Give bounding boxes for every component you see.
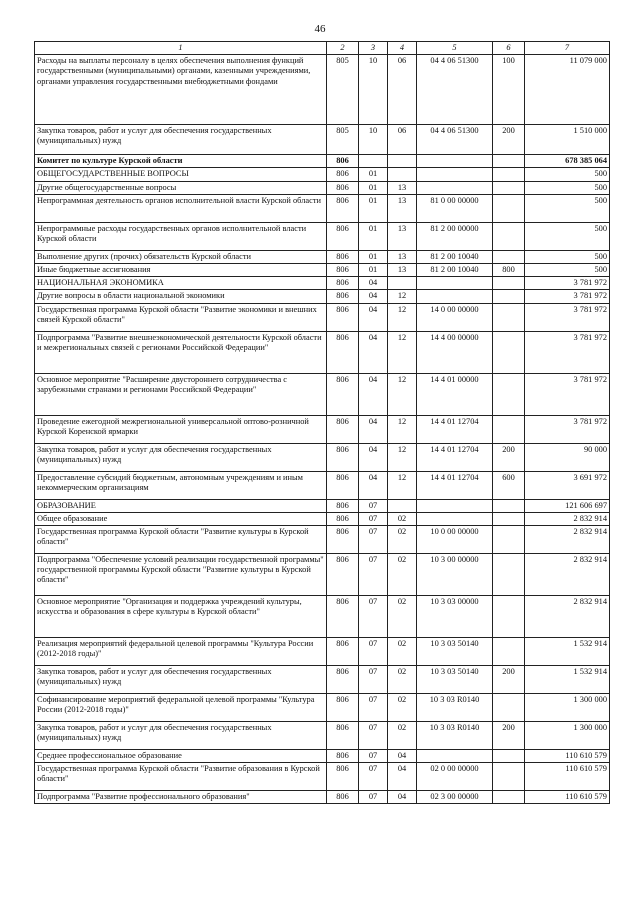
cell-ved: 806 [327,750,359,763]
table-header-row [35,42,610,55]
cell-vr [493,750,525,763]
cell-rz: 04 [359,471,388,499]
cell-vr [493,415,525,443]
cell-vr [493,791,525,804]
cell-name: Проведение ежегодной межрегиональной универсальной оптово-розничной Курской Коренской ярмарки [35,415,327,443]
cell-sum: 110 610 579 [525,750,610,763]
table-row [35,512,610,525]
cell-vr [493,373,525,415]
cell-ved: 806 [327,763,359,791]
cell-pr: 12 [388,415,417,443]
cell-name: Закупка товаров, работ и услуг для обеспечения государственных (муниципальных) нужд [35,125,327,155]
cell-name: Реализация мероприятий федеральной целевой программы "Культура России (2012-2018 годы)" [35,638,327,666]
cell-vr [493,512,525,525]
cell-ved: 806 [327,791,359,804]
cell-pr: 12 [388,471,417,499]
cell-vr [493,303,525,331]
cell-csr: 10 3 03 R0140 [417,722,493,750]
cell-vr [493,181,525,194]
cell-csr [417,277,493,290]
cell-vr [493,596,525,638]
cell-csr: 02 0 00 00000 [417,763,493,791]
cell-csr [417,168,493,181]
table-row [35,331,610,373]
cell-vr: 200 [493,722,525,750]
cell-pr: 12 [388,443,417,471]
cell-ved: 806 [327,277,359,290]
cell-sum: 3 781 972 [525,373,610,415]
cell-csr [417,290,493,303]
cell-csr: 10 0 00 00000 [417,526,493,554]
header-col-ved: 2 [327,42,359,55]
cell-name: Иные бюджетные ассигнования [35,264,327,277]
cell-pr [388,168,417,181]
cell-pr: 06 [388,125,417,155]
cell-name: Подпрограмма "Развитие внешнеэкономической деятельности Курской области и межрегиональных связей с регионами Российской Федерации" [35,331,327,373]
cell-ved: 806 [327,303,359,331]
table-row [35,303,610,331]
cell-rz: 01 [359,264,388,277]
cell-sum: 500 [525,250,610,263]
cell-sum: 3 691 972 [525,471,610,499]
cell-name: Закупка товаров, работ и услуг для обеспечения государственных (муниципальных) нужд [35,443,327,471]
cell-pr: 02 [388,638,417,666]
table-row [35,181,610,194]
cell-ved: 806 [327,373,359,415]
cell-pr: 12 [388,331,417,373]
cell-vr [493,168,525,181]
cell-csr: 14 0 00 00000 [417,303,493,331]
cell-vr [493,694,525,722]
cell-vr [493,194,525,222]
cell-name: НАЦИОНАЛЬНАЯ ЭКОНОМИКА [35,277,327,290]
cell-csr: 02 3 00 00000 [417,791,493,804]
cell-name: Софинансирование мероприятий федеральной целевой программы "Культура России (2012-2018 годы)" [35,694,327,722]
cell-csr: 14 4 01 12704 [417,415,493,443]
cell-vr [493,277,525,290]
cell-rz: 07 [359,694,388,722]
cell-vr [493,155,525,168]
cell-pr: 13 [388,194,417,222]
cell-csr: 14 4 00 00000 [417,331,493,373]
cell-sum: 2 832 914 [525,512,610,525]
cell-pr: 02 [388,554,417,596]
cell-name: Непрограммные расходы государственных органов исполнительной власти Курской области [35,222,327,250]
header-col-pr: 4 [388,42,417,55]
cell-name: Расходы на выплаты персоналу в целях обеспечения выполнения функций государственными (муниципальными) органами, казенными учреждениями, органами управления государственными внебюджетными фондами [35,55,327,125]
cell-pr: 13 [388,222,417,250]
cell-pr [388,277,417,290]
cell-sum: 500 [525,168,610,181]
table-row [35,222,610,250]
page-number: 46 [314,23,326,35]
table-row [35,155,610,168]
cell-sum: 3 781 972 [525,415,610,443]
table-row [35,250,610,263]
cell-rz: 04 [359,331,388,373]
cell-pr: 02 [388,526,417,554]
cell-csr [417,155,493,168]
cell-rz: 04 [359,303,388,331]
cell-csr: 81 0 00 00000 [417,194,493,222]
cell-csr: 14 4 01 12704 [417,443,493,471]
cell-vr [493,638,525,666]
table-row [35,290,610,303]
cell-ved: 806 [327,194,359,222]
cell-name: Непрограммная деятельность органов исполнительной власти Курской области [35,194,327,222]
cell-sum: 1 300 000 [525,694,610,722]
cell-name: Основное мероприятие "Организация и поддержка учреждений культуры, искусства и образования в сфере культуры в Курской области" [35,596,327,638]
cell-rz: 07 [359,596,388,638]
cell-sum: 500 [525,181,610,194]
cell-sum: 11 079 000 [525,55,610,125]
table-row [35,443,610,471]
cell-pr: 04 [388,791,417,804]
budget-table [34,41,610,804]
cell-pr: 02 [388,512,417,525]
cell-vr [493,554,525,596]
cell-ved: 806 [327,666,359,694]
cell-rz: 04 [359,443,388,471]
cell-csr [417,750,493,763]
cell-sum: 1 532 914 [525,638,610,666]
cell-csr: 14 4 01 12704 [417,471,493,499]
cell-rz: 07 [359,554,388,596]
cell-sum: 90 000 [525,443,610,471]
cell-name: Общее образование [35,512,327,525]
table-row [35,415,610,443]
cell-sum: 500 [525,264,610,277]
header-col-sum: 7 [525,42,610,55]
table-row [35,264,610,277]
cell-csr: 04 4 06 51300 [417,125,493,155]
cell-vr [493,290,525,303]
cell-vr [493,222,525,250]
cell-sum: 110 610 579 [525,791,610,804]
cell-name: Основное мероприятие "Расширение двустороннего сотрудничества с зарубежными странами и регионами Российской Федерации" [35,373,327,415]
cell-sum: 2 832 914 [525,554,610,596]
cell-csr: 10 3 03 50140 [417,666,493,694]
cell-pr: 02 [388,666,417,694]
cell-name: ОБЩЕГОСУДАРСТВЕННЫЕ ВОПРОСЫ [35,168,327,181]
cell-sum: 2 832 914 [525,526,610,554]
cell-pr: 02 [388,596,417,638]
cell-rz: 07 [359,750,388,763]
table-row [35,596,610,638]
table-row [35,55,610,125]
cell-rz: 07 [359,791,388,804]
table-row [35,722,610,750]
cell-rz: 01 [359,168,388,181]
cell-ved: 806 [327,596,359,638]
table-row [35,471,610,499]
cell-csr: 10 3 03 50140 [417,638,493,666]
cell-pr: 04 [388,763,417,791]
cell-pr [388,499,417,512]
table-row [35,168,610,181]
cell-pr: 12 [388,373,417,415]
cell-sum: 2 832 914 [525,596,610,638]
cell-name: Закупка товаров, работ и услуг для обеспечения государственных (муниципальных) нужд [35,722,327,750]
cell-rz: 04 [359,415,388,443]
cell-sum: 1 300 000 [525,722,610,750]
cell-csr: 81 2 00 00000 [417,222,493,250]
cell-rz: 01 [359,194,388,222]
cell-pr: 02 [388,722,417,750]
cell-ved: 806 [327,471,359,499]
cell-vr [493,526,525,554]
cell-sum: 3 781 972 [525,331,610,373]
cell-csr [417,499,493,512]
header-col-vr: 6 [493,42,525,55]
table-row [35,194,610,222]
cell-vr [493,499,525,512]
cell-rz: 07 [359,499,388,512]
cell-vr: 200 [493,125,525,155]
cell-rz: 01 [359,250,388,263]
table-row [35,277,610,290]
cell-name: Предоставление субсидий бюджетным, автономным учреждениям и иным некоммерческим организациям [35,471,327,499]
cell-name: Закупка товаров, работ и услуг для обеспечения государственных (муниципальных) нужд [35,666,327,694]
cell-sum: 678 385 064 [525,155,610,168]
cell-ved: 806 [327,222,359,250]
table-row [35,666,610,694]
table-row [35,791,610,804]
cell-ved: 806 [327,168,359,181]
cell-vr [493,250,525,263]
cell-pr: 12 [388,290,417,303]
cell-vr: 800 [493,264,525,277]
cell-sum: 121 606 697 [525,499,610,512]
table-row [35,554,610,596]
cell-ved: 806 [327,722,359,750]
cell-name: Государственная программа Курской области "Развитие экономики и внешних связей Курской области" [35,303,327,331]
cell-ved: 806 [327,512,359,525]
cell-ved: 806 [327,155,359,168]
cell-name: Государственная программа Курской области "Развитие культуры в Курской области" [35,526,327,554]
cell-ved: 806 [327,331,359,373]
header-col-csr: 5 [417,42,493,55]
cell-ved: 806 [327,526,359,554]
cell-sum: 3 781 972 [525,303,610,331]
cell-name: ОБРАЗОВАНИЕ [35,499,327,512]
cell-rz: 04 [359,277,388,290]
cell-rz: 10 [359,125,388,155]
cell-ved: 806 [327,443,359,471]
cell-name: Среднее профессиональное образование [35,750,327,763]
cell-csr: 10 3 00 00000 [417,554,493,596]
cell-name: Государственная программа Курской области "Развитие образования в Курской области" [35,763,327,791]
cell-csr: 14 4 01 00000 [417,373,493,415]
table-row [35,373,610,415]
cell-rz: 04 [359,373,388,415]
cell-rz: 01 [359,181,388,194]
cell-sum: 500 [525,194,610,222]
cell-rz: 07 [359,638,388,666]
cell-sum: 1 532 914 [525,666,610,694]
cell-ved: 805 [327,55,359,125]
cell-ved: 806 [327,264,359,277]
table-row [35,638,610,666]
cell-pr: 06 [388,55,417,125]
table-row [35,763,610,791]
cell-pr: 04 [388,750,417,763]
cell-name: Подпрограмма "Развитие профессионального образования" [35,791,327,804]
cell-ved: 805 [327,125,359,155]
cell-sum: 1 510 000 [525,125,610,155]
cell-pr: 13 [388,264,417,277]
cell-pr: 13 [388,250,417,263]
cell-pr [388,155,417,168]
cell-csr [417,512,493,525]
cell-rz: 07 [359,512,388,525]
cell-vr [493,331,525,373]
table-row [35,526,610,554]
cell-rz: 04 [359,290,388,303]
cell-name: Подпрограмма "Обеспечение условий реализации государственной программы" государственной программы Курской области "Развитие культуры в Курской области" [35,554,327,596]
cell-rz: 07 [359,526,388,554]
cell-rz [359,155,388,168]
cell-name: Комитет по культуре Курской области [35,155,327,168]
cell-rz: 10 [359,55,388,125]
cell-ved: 806 [327,638,359,666]
cell-rz: 07 [359,722,388,750]
table-row [35,694,610,722]
cell-ved: 806 [327,250,359,263]
cell-name: Другие вопросы в области национальной экономики [35,290,327,303]
cell-ved: 806 [327,694,359,722]
table-row [35,750,610,763]
cell-vr: 100 [493,55,525,125]
cell-ved: 806 [327,415,359,443]
cell-rz: 01 [359,222,388,250]
table-row [35,125,610,155]
cell-csr: 10 3 03 00000 [417,596,493,638]
cell-pr: 02 [388,694,417,722]
cell-csr: 04 4 06 51300 [417,55,493,125]
cell-sum: 3 781 972 [525,277,610,290]
cell-csr: 81 2 00 10040 [417,264,493,277]
cell-sum: 3 781 972 [525,290,610,303]
cell-vr: 600 [493,471,525,499]
cell-csr: 10 3 03 R0140 [417,694,493,722]
cell-csr: 81 2 00 10040 [417,250,493,263]
table-row [35,499,610,512]
cell-pr: 13 [388,181,417,194]
cell-rz: 07 [359,666,388,694]
cell-ved: 806 [327,499,359,512]
cell-rz: 07 [359,763,388,791]
header-col-name: 1 [35,42,327,55]
cell-csr [417,181,493,194]
cell-sum: 500 [525,222,610,250]
cell-sum: 110 610 579 [525,763,610,791]
cell-name: Выполнение других (прочих) обязательств Курской области [35,250,327,263]
cell-pr: 12 [388,303,417,331]
cell-ved: 806 [327,554,359,596]
cell-vr: 200 [493,666,525,694]
cell-vr: 200 [493,443,525,471]
cell-ved: 806 [327,181,359,194]
cell-name: Другие общегосударственные вопросы [35,181,327,194]
cell-vr [493,763,525,791]
cell-ved: 806 [327,290,359,303]
header-col-rz: 3 [359,42,388,55]
